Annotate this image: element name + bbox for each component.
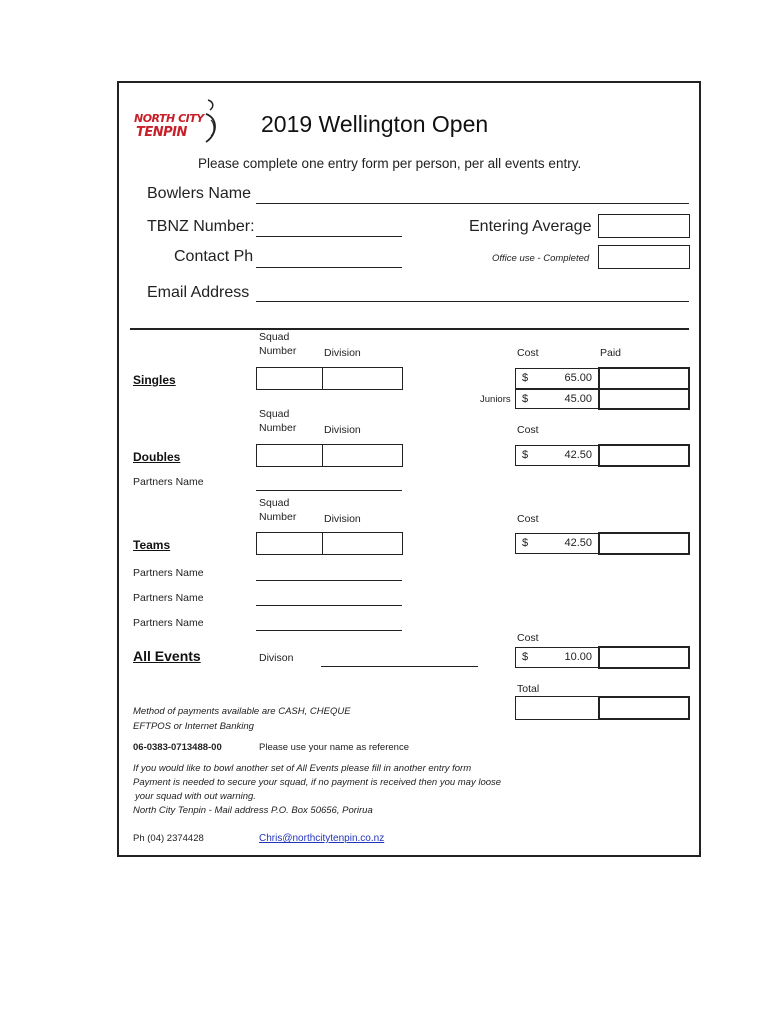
all-events-label: All Events — [133, 648, 201, 664]
bank-account-number: 06-0383-0713488-00 — [133, 742, 222, 753]
doubles-division-field[interactable] — [322, 444, 403, 467]
doubles-cost — [515, 445, 599, 466]
bowling-pin-swoosh-icon — [202, 98, 222, 144]
doubles-squad-number-field[interactable] — [256, 444, 323, 467]
teams-partners-name-field-1[interactable] — [256, 580, 402, 581]
singles-label: Singles — [133, 373, 176, 387]
all-events-currency: $ — [522, 651, 529, 663]
contact-ph-label: Contact Ph — [174, 248, 254, 265]
juniors-currency: $ — [522, 393, 529, 405]
doubles-currency: $ — [522, 449, 529, 461]
payment-methods-line-2: EFTPOS or Internet Banking — [133, 721, 254, 732]
doubles-cost-value: 42.50 — [564, 449, 592, 461]
entering-average-label: Entering Average — [469, 218, 592, 235]
juniors-cost — [515, 389, 599, 409]
teams-partners-name-field-2[interactable] — [256, 605, 402, 606]
all-events-division-label: Divison — [259, 652, 294, 664]
paid-header: Paid — [600, 347, 622, 359]
juniors-cost-value: 45.00 — [564, 393, 592, 405]
doubles-partners-name-field[interactable] — [256, 490, 402, 491]
number-header: Number — [259, 511, 297, 523]
bowlers-name-field[interactable] — [256, 203, 689, 204]
juniors-paid-field[interactable] — [598, 388, 690, 410]
teams-partners-name-field-3[interactable] — [256, 630, 402, 631]
teams-cost-value: 42.50 — [564, 537, 592, 549]
page-title: 2019 Wellington Open — [261, 111, 489, 137]
doubles-partners-name-label: Partners Name — [133, 476, 204, 488]
singles-squad-number-field[interactable] — [256, 367, 323, 390]
teams-squad-number-field[interactable] — [256, 532, 323, 555]
number-header: Number — [259, 422, 297, 434]
singles-cost-value: 65.00 — [564, 372, 592, 384]
contact-ph-field[interactable] — [256, 267, 402, 268]
logo-line-1: NORTH CITY — [134, 112, 204, 125]
cost-header: Cost — [517, 513, 539, 525]
number-header: Number — [259, 345, 297, 357]
all-events-cost-value: 10.00 — [564, 651, 592, 663]
teams-cost — [515, 533, 599, 554]
teams-partners-name-label-3: Partners Name — [133, 617, 204, 629]
teams-partners-name-label-1: Partners Name — [133, 567, 204, 579]
entering-average-field[interactable] — [598, 214, 690, 238]
juniors-label: Juniors — [480, 394, 511, 405]
tbnz-number-label: TBNZ Number: — [147, 218, 255, 235]
division-header: Division — [324, 424, 361, 436]
teams-partners-name-label-2: Partners Name — [133, 592, 204, 604]
all-events-division-field[interactable] — [321, 666, 478, 667]
contact-email-link[interactable]: Chris@northcitytenpin.co.nz — [259, 833, 385, 844]
division-header: Division — [324, 347, 361, 359]
doubles-paid-field[interactable] — [598, 444, 690, 467]
office-use-field[interactable] — [598, 245, 690, 269]
email-address-field[interactable] — [256, 301, 689, 302]
total-paid-field[interactable] — [598, 696, 690, 720]
bowlers-name-label: Bowlers Name — [147, 185, 252, 202]
subtitle: Please complete one entry form per person, per all events entry. — [198, 156, 582, 171]
singles-paid-field[interactable] — [598, 367, 690, 390]
section-divider — [130, 328, 689, 330]
cost-header: Cost — [517, 632, 539, 644]
note-line-4: North City Tenpin - Mail address P.O. Box 50656, Porirua — [133, 805, 373, 816]
total-cost-field[interactable] — [515, 696, 599, 720]
note-line-2: Payment is needed to secure your squad, if no payment is received then you may loose — [133, 777, 502, 788]
note-line-1: If you would like to bowl another set of All Events please fill in another entry form — [133, 763, 472, 774]
doubles-label: Doubles — [133, 450, 181, 464]
cost-header: Cost — [517, 424, 539, 436]
contact-phone: Ph (04) 2374428 — [133, 833, 204, 844]
teams-paid-field[interactable] — [598, 532, 690, 555]
singles-cost — [515, 368, 599, 389]
cost-header: Cost — [517, 347, 539, 359]
total-label: Total — [517, 683, 540, 695]
singles-currency: $ — [522, 372, 529, 384]
squad-header: Squad — [259, 331, 290, 343]
singles-division-field[interactable] — [322, 367, 403, 390]
all-events-cost — [515, 647, 599, 668]
logo-line-2: TENPIN — [136, 125, 187, 140]
payment-methods-line-1: Method of payments available are CASH, CHEQUE — [133, 706, 351, 717]
division-header: Division — [324, 513, 361, 525]
squad-header: Squad — [259, 497, 290, 509]
email-address-label: Email Address — [147, 284, 250, 301]
squad-header: Squad — [259, 408, 290, 420]
teams-currency: $ — [522, 537, 529, 549]
note-line-3: your squad with out warning. — [135, 791, 256, 802]
teams-division-field[interactable] — [322, 532, 403, 555]
teams-label: Teams — [133, 538, 171, 552]
all-events-paid-field[interactable] — [598, 646, 690, 669]
reference-note: Please use your name as reference — [259, 742, 409, 753]
tbnz-number-field[interactable] — [256, 236, 402, 237]
office-use-label: Office use - Completed — [492, 253, 590, 264]
north-city-tenpin-logo — [134, 98, 224, 146]
